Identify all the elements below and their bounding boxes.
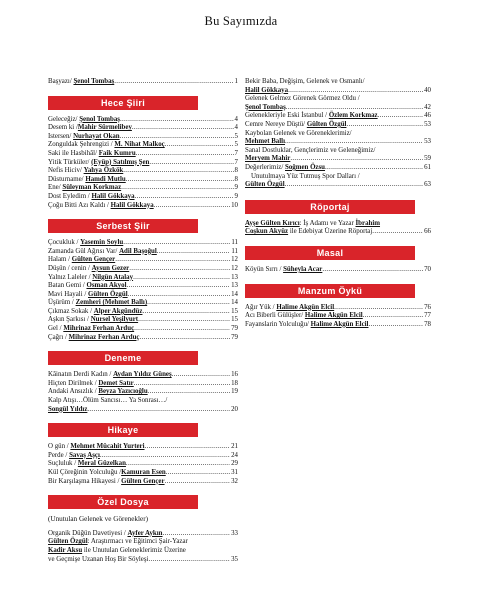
author-name: Süheyla Acar [283,265,323,273]
page-number: 29 [231,460,238,468]
page-number: 24 [231,451,238,459]
page-number: 14 [231,299,238,307]
toc-entry[interactable]: Zonguldak Şehrengizi / M. Nihat Malkoç ..... 5 [48,141,238,150]
dot-leader [87,406,230,415]
dot-leader [134,380,230,389]
dot-leader [166,469,230,478]
dot-leader [100,452,230,461]
toc-entry-line: Gülten Özgül: Araştırmacı ve Eğitimci Şair-Yazar [48,538,188,546]
author-name: Mehmet Mücahit Yurteri [70,443,145,451]
toc-entry[interactable]: Kül Çöreğinin Yolculuğu /Kamuran Esen ..... 31 [48,469,238,478]
toc-entry[interactable]: Organik Düğün Davetiyesi / Ayfer Aykın ..... 33 [48,530,238,539]
toc-entry[interactable]: Gelenekleriyle Eski İstanbul / Özlem Korkmaz ..... 46 [245,112,431,121]
dot-leader [114,78,233,87]
page-number: 42 [424,103,431,111]
dot-leader [129,265,230,274]
dot-leader [147,299,230,308]
dot-leader [334,304,423,313]
page-number: 79 [231,333,238,341]
toc-entry[interactable]: Coşkun Akyüz ile Edebiyat Üzerine Röportaj ..... 66 [245,228,431,237]
author-name: Ayfer Aykın [127,529,163,537]
page-number: 8 [234,167,238,175]
page-number: 53 [424,120,431,128]
dot-leader [132,124,234,133]
dot-leader [115,256,230,265]
toc-entry[interactable]: Çağrı / Mihrinaz Ferhan Arduç ..... 79 [48,334,238,343]
toc-entry[interactable]: Zamanda Gül Ağrısı Var/ Adil Başoğul ..... 11 [48,248,238,257]
author-name: Meryem Mahir [245,155,291,163]
section-header-hikaye: Hikaye [48,423,198,437]
dot-leader [140,334,231,343]
toc-entry[interactable]: Geleceğiz/ Şenol Tombaş ..... 4 [48,116,238,125]
toc-entry[interactable]: Değerlerimiz/ Soğmen Özsu ..... 61 [245,164,431,173]
dot-leader [286,104,423,113]
author-name: Mihrinaz Ferhan Arduç [63,325,135,333]
dot-leader [290,155,423,164]
page-number: 5 [234,132,238,140]
dot-leader [126,176,234,185]
author-name: Yahya Özkök [83,167,124,175]
author-name: Şenol Tombaş [73,78,115,85]
toc-entry[interactable]: Perde / Savaş Aşçı ..... 24 [48,452,238,461]
dot-leader [165,478,231,487]
page-number: 10 [231,201,238,209]
author-name: Özlem Korkmaz [328,112,378,120]
toc-entry[interactable]: Fayanslarin Yolculuğu/ Halime Akgün Elcil ..... 78 [245,321,431,330]
page-number: 9 [234,184,238,192]
dot-leader [325,164,423,173]
page-number: 33 [231,529,238,537]
author-name: Beyza Yazıcıoğlu [98,388,148,396]
author-name: Halil Gökkaya [110,201,154,209]
dot-leader [149,159,233,168]
toc-entry[interactable]: Suçluluk / Meral Güzelkan ..... 29 [48,460,238,469]
author-name: Zemheri (Mehmet Ballı) [75,299,148,307]
page-number: 63 [424,181,431,189]
page-number: 11 [231,239,238,247]
section-header-hece-siiri: Hece Şiiri [48,96,198,110]
toc-entry-line: Sanal Dostluklar, Gençlerimiz ve Geleneğimiz/ [245,146,376,154]
dot-leader [372,228,423,237]
author-name: M. Nihat Malkoç [114,141,165,149]
toc-entry[interactable]: Çıkmaz Sokak / Alper Akgündüz ..... 15 [48,308,238,317]
page-number: 14 [231,290,238,298]
author-name: Alper Akgündüz [93,307,143,315]
toc-entry[interactable]: Dost Eyledim / Halil Gökkaya ..... 9 [48,193,238,202]
toc-entry-line: Kalp Atışı…Ölüm Sancısı… Ya Sonrası…/ [48,397,168,405]
author-name: Adil Başoğul [119,247,157,255]
author-name: Gülten Gençer [121,477,165,485]
page-number: 20 [231,405,238,413]
page-number: 79 [231,325,238,333]
dot-leader [285,138,423,147]
dot-leader [133,274,230,283]
section-header-deneme: Deneme [48,351,198,365]
page-number: 40 [424,86,431,94]
author-name: Yasemin Soylu [80,239,124,247]
section-header-ozel-dosya: Özel Dosya [48,495,198,509]
toc-entry[interactable]: Bir Karşılaşma Hikayesi / Gülten Gençer ..... 32 [48,478,238,487]
page-number: 61 [424,163,431,171]
dot-leader [123,167,233,176]
dot-leader [163,530,231,539]
toc-entry-line: Ayşe Gülten Kırıcı: İş Adamı ve Yazar İbrahim [245,219,381,227]
toc-entry[interactable]: Yalnız Laleler / Nilgün Atalay ..... 13 [48,274,238,283]
toc-entry[interactable]: Acı Biberli Gülüşler/ Halime Akgün Elcil ..... 77 [245,312,431,321]
page-number: 53 [424,138,431,146]
author-name: Halime Akgün Elcil [310,320,369,328]
author-name: Gülten Özgül [245,181,285,189]
page-number: 78 [424,320,431,328]
toc-entry[interactable]: Halam / Gülten Gençer ..... 12 [48,256,238,265]
toc-entry-line: Bekir Baba, Değişim, Gelenek ve Osmanlı/ [245,78,365,85]
dot-leader [120,116,234,125]
author-name: Mahir Sürmelibey [77,124,132,132]
page-number: 4 [234,115,238,123]
page-number: 76 [424,303,431,311]
author-name: Nurhayat Okan [73,132,120,140]
page-number: 12 [231,256,238,264]
author-name: Gülten Özgül [88,290,128,298]
author-name: Halime Akgün Elcil [276,303,335,311]
toc-entry[interactable]: Saki ile Hasbihâl/ Faik Kumru ..... 7 [48,150,238,159]
toc-entry[interactable]: ve Geçmişe Uzanan Hoş Bir Söyleşi ..... 35 [48,556,238,565]
toc-entry-line: Kaybolan Gelenek ve Göreneklerimiz/ [245,129,352,137]
author-name: Halil Gökkaya [91,192,135,200]
page-number: 31 [231,469,238,476]
dot-leader [120,133,234,142]
toc-entry[interactable]: Kâinatın Derdi Kadın / Aydan Yıldız Güneş ..... 16 [48,371,238,380]
dot-leader [148,556,230,565]
toc-entry[interactable]: Batan Gemi / Osman Akyol ..... 13 [48,282,238,291]
toc-entry[interactable] [245,138,431,147]
toc-entry[interactable]: Düşün / cenin / Aysun Gezer ..... 12 [48,265,238,274]
section-header-masal: Masal [245,246,415,260]
dot-leader [128,291,230,300]
section-header-manzum-oyku: Manzum Öykü [245,284,415,298]
toc-entry[interactable]: Üşürüm / Zemheri (Mehmet Ballı) ..... 14 [48,299,238,308]
toc-list-hece [48,116,238,211]
page-number: 11 [231,247,238,255]
toc-list-masal [245,266,431,275]
author-name: Aysun Gezer [91,264,130,272]
toc-left-column [48,78,238,564]
toc-entry-line: Unutulmaya Yüz Tutmuş Spor Dalları / [251,172,360,180]
author-name: Süleyman Korkmaz [62,184,122,192]
author-name: Mehmet Ballı [245,138,285,146]
author-name: Halil Gökkaya [245,86,289,94]
author-name: Gülten Özgül [306,120,347,128]
author-name: Halime Akgün Elcil [304,312,363,320]
toc-entry[interactable]: Ene/ Süleyman Korkmaz ..... 9 [48,184,238,193]
author-name: Osman Akyol [86,282,127,290]
toc-entry[interactable]: Aşkın Şarkısı / Nursel Yeşilyurt ..... 15 [48,316,238,325]
author-name: Gülten Gençer [71,256,116,264]
toc-entry[interactable]: Düsturname/ Hamdi Mutlu ..... 8 [48,176,238,185]
toc-entry[interactable]: Çoğu Bitti Azı Kaldı / Halil Gökkaya ..... 10 [48,202,238,211]
toc-entry[interactable]: Istersen/ Nurhayat Okan ..... 5 [48,133,238,142]
page-number: 9 [234,192,238,200]
author-name: Kamuran Esen [121,469,166,476]
toc-entry-line: Kadir Aksu ile Unutulan Geleneklerimiz Üzerine [48,546,186,554]
toc-list-deneme [48,371,238,397]
page-number: 4 [234,124,238,132]
author-name: Nilgün Atalay [92,273,134,281]
author-name: Aydan Yıldız Güneş [113,371,172,379]
author-name: Nursel Yeşilyurt [90,316,139,324]
dot-leader [123,239,230,248]
page-number: 7 [234,149,238,157]
toc-entry[interactable]: Gel / Mihrinaz Ferhan Arduç ..... 79 [48,325,238,334]
page-number: 12 [231,264,238,272]
dot-leader [172,371,230,380]
author-name: Şenol Tombaş [79,115,120,123]
toc-list-serbest [48,239,238,342]
dot-leader [121,184,233,193]
dot-leader [285,181,423,190]
dot-leader [322,266,423,275]
toc-entry[interactable]: Çocukluk / Yasemin Soylu ..... 11 [48,239,238,248]
toc-entry[interactable]: Yitik Türküler/ (Eyüp) Satılmış Şen ..... 7 [48,159,238,168]
toc-list-hikaye [48,443,238,486]
author-name: Mihrinaz Ferhan Arduç [68,333,140,341]
author-name: Hamdi Mutlu [85,175,126,183]
page-number: 8 [234,175,238,183]
toc-entry[interactable]: Hiçten Dirilmek / Demet Satır ..... 18 [48,380,238,389]
page-number: 15 [231,307,238,315]
toc-entry[interactable] [48,406,238,415]
page-number: 1 [234,78,238,85]
page-title: Bu Sayımızda [204,14,278,28]
dot-leader [148,388,230,397]
toc-entry[interactable]: Andaki Ansızlık / Beyza Yazıcıoğlu ..... 19 [48,388,238,397]
toc-entry[interactable]: O gün / Mehmet Mücahit Yurteri ..... 21 [48,443,238,452]
toc-entry[interactable]: Cemre Nereye Düştü/ Gülten Özgül ..... 53 [245,121,431,130]
dot-leader [145,443,231,452]
toc-entry[interactable] [245,181,431,190]
author-name: Demet Satır [98,379,134,387]
dot-leader [368,321,423,330]
toc-list-manzum [245,304,431,330]
dot-leader [346,121,423,130]
page-number: 13 [231,282,238,290]
dot-leader [154,202,230,211]
page-number: 19 [231,388,238,396]
toc-entry[interactable] [245,104,431,113]
page-number: 5 [234,141,238,149]
dot-leader [288,87,423,96]
page-number: 18 [231,379,238,387]
dot-leader [165,141,234,150]
toc-entry[interactable]: Nefis Hiciv/ Yahya Özkök ..... 8 [48,167,238,176]
dot-leader [378,112,424,121]
author-name: Meral Güzelkan [77,460,126,468]
page-number: 70 [424,265,431,273]
dot-leader [126,460,230,469]
page-number: 66 [424,228,431,236]
toc-right-column [245,78,431,329]
page-number: 7 [234,158,238,166]
toc-entry[interactable]: Ağır Yük / Halime Akgün Elcil ..... 76 [245,304,431,313]
toc-entry-editorial[interactable]: Başyazı/ Şenol Tombaş ..... 1 [48,78,238,87]
section-header-roportaj: Röportaj [245,200,415,214]
toc-entry-line: Gelenek Gelmez Görenek Görmez Oldu / [245,95,360,103]
toc-entry[interactable] [245,155,431,164]
page-number: 77 [424,312,431,320]
page-number: 13 [231,273,238,281]
author-name: Soğmen Özsu [285,163,326,171]
toc-entry[interactable]: Desem ki /Mahir Sürmelibey ..... 4 [48,124,238,133]
page-number: 35 [231,555,238,563]
section-subtitle: (Unutulan Gelenek ve Görenekler) [48,515,148,524]
author-name: Savaş Aşçı [69,451,100,459]
page-number: 21 [231,443,238,451]
author-name: Faik Kumru [98,149,136,157]
section-header-serbest-siir: Serbest Şiir [48,219,198,233]
author-name: Şenol Tombaş [245,103,286,111]
dot-leader [157,248,231,257]
author-name: (Eyüp) Satılmış Şen [91,158,150,166]
dot-leader [134,325,230,334]
dot-leader [138,316,230,325]
page-number: 16 [231,371,238,379]
page-number: 32 [231,477,238,485]
dot-leader [135,193,234,202]
toc-entry[interactable]: Köyün Sırrı / Süheyla Acar ..... 70 [245,266,431,275]
dot-leader [126,282,230,291]
page-number: 15 [231,316,238,324]
dot-leader [142,308,230,317]
page-number: 46 [424,112,431,120]
dot-leader [363,312,423,321]
dot-leader [136,150,234,159]
toc-entry[interactable]: Mavi Hayali / Gülten Özgül ..... 14 [48,291,238,300]
page-number: 59 [424,155,431,163]
toc-entry[interactable] [245,87,431,96]
author-name: Songül Yıldız [48,405,88,413]
